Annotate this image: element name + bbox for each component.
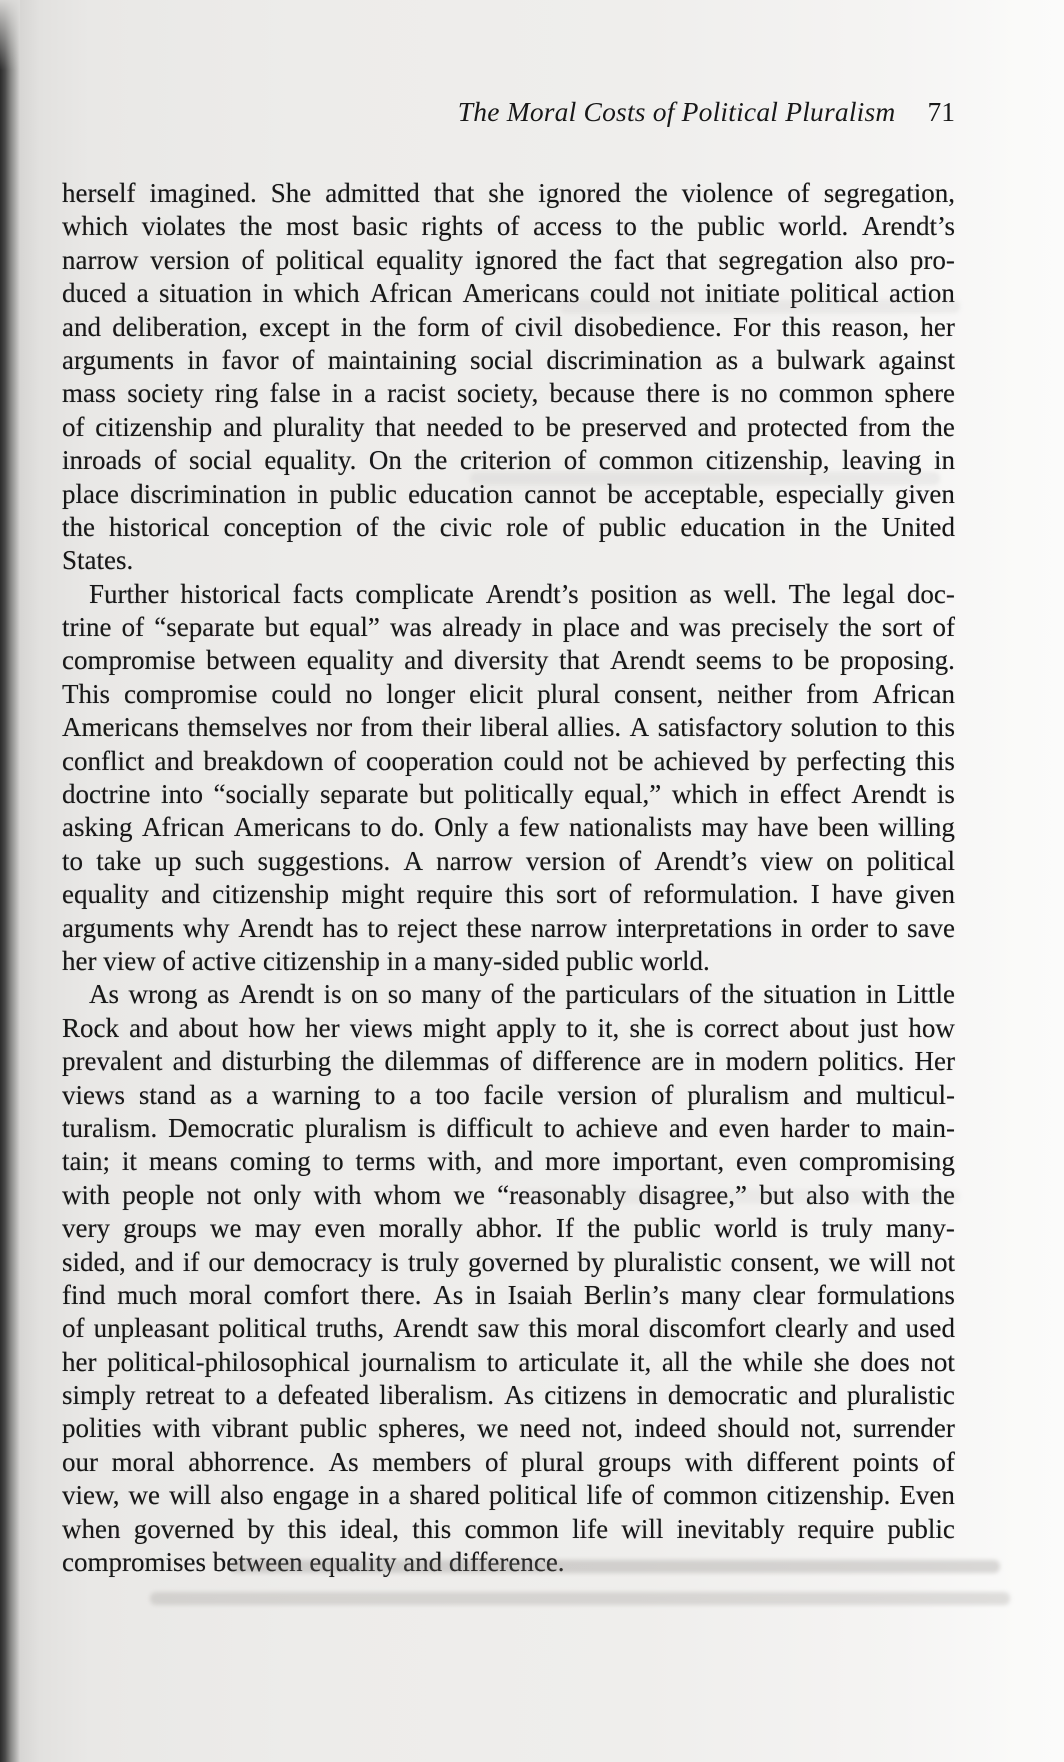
bleed-through-artifact — [520, 1190, 960, 1203]
text-line: views stand as a warning to a too facile version of pluralism and multicul- — [62, 1079, 955, 1110]
book-gutter-shadow — [0, 0, 20, 1762]
text-line: sided, and if our democracy is truly governed by pluralistic consent, we will not — [62, 1246, 955, 1277]
page-number: 71 — [927, 96, 955, 127]
text-line: inroads of social equality. On the criterion of common citizenship, leaving in — [62, 445, 955, 476]
text-line: and deliberation, except in the form of civil disobedience. For this reason, her — [62, 311, 955, 342]
text-line: with people not only with whom we “reasonably disagree,” but also with the — [62, 1179, 955, 1210]
text-line: asking African Americans to do. Only a few nationalists may have been willing — [62, 812, 955, 843]
bleed-through-artifact — [150, 1592, 1010, 1605]
text-line: her view of active citizenship in a many-sided public world. — [62, 945, 710, 976]
text-line: of citizenship and plurality that needed to be preserved and protected from the — [62, 411, 955, 442]
text-line: mass society ring false in a racist society, because there is no common sphere — [62, 378, 955, 409]
bleed-through-artifact — [470, 472, 940, 485]
text-line: arguments why Arendt has to reject these narrow interpretations in order to save — [62, 912, 955, 943]
text-line: This compromise could no longer elicit plural consent, neither from African — [62, 678, 955, 709]
body-text — [62, 177, 955, 1579]
text-line: conflict and breakdown of cooperation could not be achieved by perfecting this — [62, 745, 955, 776]
text-line: States. — [62, 545, 134, 576]
text-line: prevalent and disturbing the dilemmas of difference are in modern politics. Her — [62, 1046, 955, 1077]
text-line: Further historical facts complicate Arendt’s position as well. The legal doc- — [89, 578, 955, 609]
bleed-through-artifact — [560, 300, 960, 313]
text-line: place discrimination in public education cannot be acceptable, especially given — [62, 478, 955, 509]
text-line: to take up such suggestions. A narrow version of Arendt’s view on political — [62, 845, 955, 876]
running-header-title: The Moral Costs of Political Pluralism — [457, 96, 896, 127]
running-header — [62, 96, 955, 128]
text-line: arguments in favor of maintaining social discrimination as a bulwark against — [62, 344, 955, 375]
text-line: compromises between equality and difference. — [62, 1547, 565, 1578]
text-line: narrow version of political equality ignored the fact that segregation also pro- — [62, 244, 955, 275]
text-line: our moral abhorrence. As members of plural groups with different points of — [62, 1446, 955, 1477]
text-line: trine of “separate but equal” was already in place and was precisely the sort of — [62, 612, 955, 643]
text-line: duced a situation in which African Americans could not initiate political action — [62, 278, 955, 309]
bleed-through-artifact — [230, 1560, 1000, 1573]
text-line: the historical conception of the civic role of public education in the United — [62, 511, 955, 542]
text-line: doctrine into “socially separate but politically equal,” which in effect Arendt is — [62, 779, 955, 810]
text-line: equality and citizenship might require this sort of reformulation. I have given — [62, 879, 955, 910]
text-line: find much moral comfort there. As in Isaiah Berlin’s many clear formulations — [62, 1279, 955, 1310]
text-line: view, we will also engage in a shared political life of common citizenship. Even — [62, 1480, 955, 1511]
text-line: simply retreat to a defeated liberalism. As citizens in democratic and pluralistic — [62, 1380, 955, 1411]
text-line: polities with vibrant public spheres, we need not, indeed should not, surrender — [62, 1413, 955, 1444]
text-line: herself imagined. She admitted that she ignored the violence of segregation, — [62, 178, 955, 208]
text-line: tain; it means coming to terms with, and more important, even compromising — [62, 1146, 955, 1177]
text-line: As wrong as Arendt is on so many of the particulars of the situation in Little — [89, 979, 955, 1010]
text-line: turalism. Democratic pluralism is difficult to achieve and even harder to main- — [62, 1112, 955, 1143]
text-line: Americans themselves nor from their liberal allies. A satisfactory solution to this — [62, 712, 955, 743]
text-line: of unpleasant political truths, Arendt saw this moral discomfort clearly and used — [62, 1313, 955, 1344]
text-line: very groups we may even morally abhor. If the public world is truly many- — [62, 1213, 955, 1244]
text-line: Rock and about how her views might apply to it, she is correct about just how — [62, 1012, 955, 1043]
text-line: compromise between equality and diversity that Arendt seems to be proposing. — [62, 645, 955, 676]
text-line: when governed by this ideal, this common life will inevitably require public — [62, 1513, 955, 1544]
text-line: which violates the most basic rights of access to the public world. Arendt’s — [62, 211, 955, 242]
text-line: her political-philosophical journalism to articulate it, all the while she does not — [62, 1346, 955, 1377]
